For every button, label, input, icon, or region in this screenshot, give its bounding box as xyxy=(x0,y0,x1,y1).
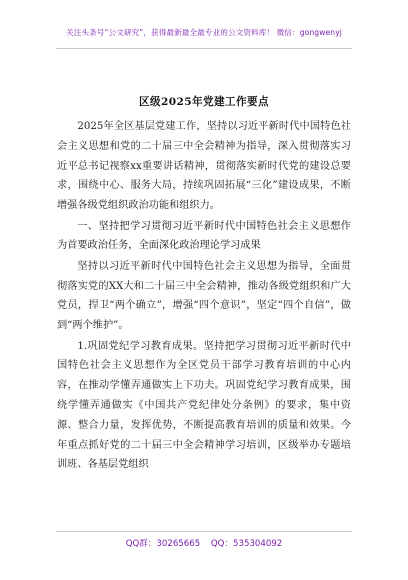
section-heading-1: 一、坚持把学习贯彻习近平新时代中国特色社会主义思想作为首要政治任务，全面深化政治理论学习成果 xyxy=(57,220,351,252)
intro-paragraph: 2025年全区基层党建工作，坚持以习近平新时代中国特色社会主义思想和党的二十届三中全会精神为指导，深入贯彻落实习近平总书记视察xx重要讲话精神，贯彻落实新时代党的建设总要求，围绕中心、服务大局，持续巩固拓展“三化”建设成果，不断增强各级党组织政治功能和组织力。 xyxy=(57,121,351,212)
footer-divider xyxy=(56,531,352,532)
section-1-paragraph: 坚持以习近平新时代中国特色社会主义思想为指导，全面贯彻落实党的XX大和二十届三中全会精神，推动各级党组织和广大党员，捍卫“两个确立”，增强“四个意识”，坚定“四个自信”，做到“两个维护”。 xyxy=(57,260,351,332)
item-1-paragraph: 1.巩固党纪学习教育成果。坚持把学习贯彻习近平新时代中国特色社会主义思想作为全区党员干部学习教育培训的中心内容，在推动学懂弄通做实上下功夫。巩固党纪学习教育成果，围绕学懂弄通做实《中国共产党纪律处分条例》的要求，集中资源、整合力量，发挥优势，不断提高教育培训的质量和效果。今年重点抓好党的二十届三中全会精神学习培训，区级举办专题培训班、各基层党组织 xyxy=(57,340,351,471)
qq-number: QQ：535304092 xyxy=(210,539,283,549)
header-banner: 关注头条号“公文研究”，获得最新最全最专业的公文资料库！ 微信：gongwenyj xyxy=(66,28,342,37)
footer-contacts xyxy=(0,537,408,549)
document-title: 区级2025年党建工作要点 xyxy=(138,96,270,108)
document-body xyxy=(57,117,351,475)
header-divider xyxy=(56,48,352,49)
qq-group-number: QQ群：30265665 xyxy=(125,539,201,549)
